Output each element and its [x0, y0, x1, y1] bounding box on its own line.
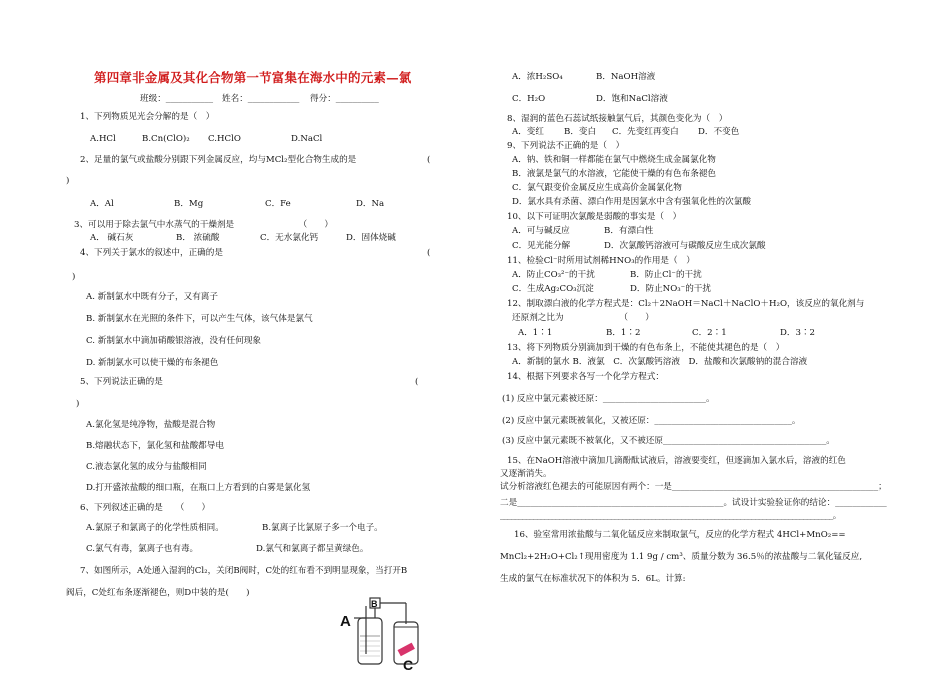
q11-option-b: B．防止Cl⁻的干扰 — [630, 270, 702, 280]
q6-stem: 6、下列叙述正确的是 （ ） — [80, 503, 211, 513]
q4-option-d: D. 新制氯水可以使干燥的布条褪色 — [86, 358, 219, 368]
q12-option-a: A．1∶1 — [518, 328, 553, 338]
q12-option-c: C．2∶1 — [692, 328, 727, 338]
q10-option-c: C．见光能分解 — [512, 241, 571, 251]
q5-option-d: D.打开盛浓盐酸的细口瓶，在瓶口上方看到的白雾是氯化氢 — [86, 483, 311, 493]
q12-option-b: B．1∶2 — [606, 328, 641, 338]
header-name: 姓名：____________ — [222, 94, 300, 104]
q2-option-c: C．Fe — [265, 199, 291, 209]
q16-line1: 16、验室常用浓盐酸与二氧化锰反应来制取氯气，反应的化学方程式 4HCl+MnO₂== — [514, 530, 846, 540]
q5-option-a: A.氯化氢是纯净物，盐酸是混合物 — [86, 420, 216, 430]
q6-option-b: B.氯离子比氯原子多一个电子。 — [262, 523, 383, 533]
q11-option-d: D．防止NO₃⁻的干扰 — [630, 284, 711, 294]
q15-line2: 又逐渐消失。 — [500, 469, 552, 479]
q15-line5: __________________________________________________________________________________________。 — [500, 511, 841, 521]
q6-option-c: C.氯气有毒，氯离子也有毒。 — [86, 544, 199, 554]
q8-option-d: D．不变色 — [698, 127, 740, 137]
q10-option-a: A．可与碱反应 — [512, 226, 570, 236]
q11-option-a: A．防止CO₃²⁻的干扰 — [512, 270, 595, 280]
q1-option-d: D.NaCl — [291, 134, 323, 144]
q1-option-a: A.HCl — [90, 134, 116, 144]
q2-option-b: B．Mg — [174, 199, 204, 209]
q10-stem: 10、以下可证明次氯酸是弱酸的事实是（ ） — [507, 212, 682, 222]
q12-stem-line1: 12、制取漂白液的化学方程式是：Cl₂＋2NaOH＝NaCl＋NaClO＋H₂O，该反应的氧化剂与 — [507, 299, 865, 309]
red-cloth — [398, 643, 415, 657]
q7-stem-line1: 7、如图所示，A处通入湿润的Cl₂，关闭B阀时，C处的红布看不到明显现象，当打开B — [80, 566, 408, 576]
q12-stem-line2: 还原剂之比为 （ ） — [512, 313, 654, 323]
q10-option-b: B．有漂白性 — [604, 226, 654, 236]
q7-option-d: D．饱和NaCl溶液 — [596, 94, 668, 104]
q7-option-c: C．H₂O — [512, 94, 546, 104]
q15-line1: 15、在NaOH溶液中滴加几滴酚酞试液后，溶液要变红，但逐滴加入氯水后，溶液的红色 — [507, 456, 846, 466]
q8-option-b: B．变白 — [564, 127, 597, 137]
q11-stem: 11、检验Cl⁻时所用试剂稀HNO₃的作用是（ ） — [507, 256, 695, 266]
q2-option-a: A．Al — [90, 199, 114, 209]
q4-option-a: A. 新制氯水中既有分子，又有离子 — [86, 292, 218, 302]
q5-paren-close: ) — [76, 399, 80, 409]
q8-option-a: A．变红 — [512, 127, 544, 137]
q4-option-c: C. 新制氯水中滴加硝酸银溶液，没有任何现象 — [86, 336, 262, 346]
q14-part3: (3) 反应中氯元素既不被氧化，又不被还原______________________________________。 — [502, 436, 835, 446]
q16-line3: 生成的氯气在标准状况下的体积为 5．6L。计算: — [500, 574, 686, 584]
q3-option-d: D．固体烧碱 — [346, 233, 396, 243]
label-b: B — [371, 599, 378, 609]
header-score: 得分：__________ — [310, 94, 379, 104]
q14-part1: (1) 反应中氯元素被还原：________________________。 — [502, 394, 715, 404]
q4-option-b: B. 新制氯水在光照的条件下，可以产生气体，该气体是氯气 — [86, 314, 313, 324]
q9-option-c: C．氯气跟变价金属反应生成高价金属氯化物 — [512, 183, 682, 193]
label-c: C — [403, 657, 414, 673]
q13-options: A．新制的氯水 B．液氯 C．次氯酸钙溶液 D．盐酸和次氯酸钠的混合溶液 — [512, 357, 808, 367]
apparatus-figure — [336, 596, 456, 671]
label-a: A — [340, 613, 351, 630]
q12-option-d: D．3∶2 — [780, 328, 816, 338]
q2-option-d: D．Na — [356, 199, 385, 209]
q1-option-c: C.HClO — [208, 134, 241, 144]
q5-stem: 5、下列说法正确的是 — [80, 377, 163, 387]
q2-paren-close: ) — [66, 176, 70, 186]
q13-stem: 13、将下列物质分别滴加到干燥的有色布条上，不能使其褪色的是（ ） — [507, 343, 785, 353]
q6-option-a: A.氯原子和氯离子的化学性质相同。 — [86, 523, 224, 533]
q3-option-b: B． 浓硫酸 — [176, 233, 220, 243]
q1-stem: 1、下列物质见光会分解的是（ ） — [80, 112, 215, 122]
q7-stem-line2: 阀后，C处红布条逐渐褪色，则D中装的是( ) — [66, 588, 250, 598]
q5-option-c: C.液态氯化氢的成分与盐酸相同 — [86, 462, 207, 472]
q4-paren-open: ( — [427, 248, 431, 258]
q4-paren-close: ) — [72, 272, 76, 282]
q14-stem: 14、根据下列要求各写一个化学方程式： — [507, 372, 665, 382]
q10-option-d: D．次氯酸钙溶液可与碳酸反应生成次氯酸 — [604, 241, 766, 251]
q2-paren-open: ( — [427, 155, 431, 165]
q7-option-a: A．浓H₂SO₄ — [512, 72, 563, 82]
q15-line3: 试分析溶液红色褪去的可能原因有两个：一是________________________________________________； — [500, 482, 887, 492]
q9-option-a: A．钠、铁和铜一样都能在氯气中燃烧生成金属氯化物 — [512, 155, 716, 165]
header-class: 班级：___________ — [140, 94, 214, 104]
q9-stem: 9、下列说法不正确的是（ ） — [507, 141, 625, 151]
q4-stem: 4、下列关于氯水的叙述中，正确的是 — [80, 248, 223, 258]
q15-line4: 二是________________________________________________。试设计实验验证你的结论：____________ — [500, 498, 887, 508]
q3-option-a: A． 碱石灰 — [90, 233, 134, 243]
q5-option-b: B.熔融状态下，氯化氢和盐酸都导电 — [86, 441, 224, 451]
q9-option-d: D．氯水具有杀菌、漂白作用是因氯水中含有强氧化性的次氯酸 — [512, 197, 751, 207]
q7-option-b: B．NaOH溶液 — [596, 72, 656, 82]
q8-stem: 8、湿润的蓝色石蕊试纸接触氯气后，其颜色变化为（ ） — [507, 114, 728, 124]
q5-paren-open: ( — [415, 377, 419, 387]
q9-option-b: B．液氯是氯气的水溶液，它能使干燥的有色布条褪色 — [512, 169, 716, 179]
q11-option-c: C．生成Ag₂CO₃沉淀 — [512, 284, 594, 294]
q2-stem: 2、足量的氯气或盐酸分别跟下列金属反应，均与MCl₂型化合物生成的是 — [80, 155, 357, 165]
q1-option-b: B.Cn(ClO)₂ — [142, 134, 190, 144]
q14-part2: (2) 反应中氯元素既被氧化，又被还原：________________________________。 — [502, 416, 801, 426]
q16-line2: MnCl₂+2H₂O+Cl₂↑现用密度为 1.1 9g / cm³、质量分数为 36.5％的浓盐酸与二氧化锰反应, — [500, 552, 863, 562]
q3-option-c: C．无水氯化钙 — [260, 233, 319, 243]
q3-stem: 3、可以用于除去氯气中水蒸气的干燥剂是 （ ） — [74, 220, 333, 230]
q6-option-d: D.氯气和氯离子都呈黄绿色。 — [256, 544, 369, 554]
q8-option-c: C．先变红再变白 — [612, 127, 679, 137]
worksheet-title: 第四章非金属及其化合物第一节富集在海水中的元素—氯 — [94, 70, 412, 85]
